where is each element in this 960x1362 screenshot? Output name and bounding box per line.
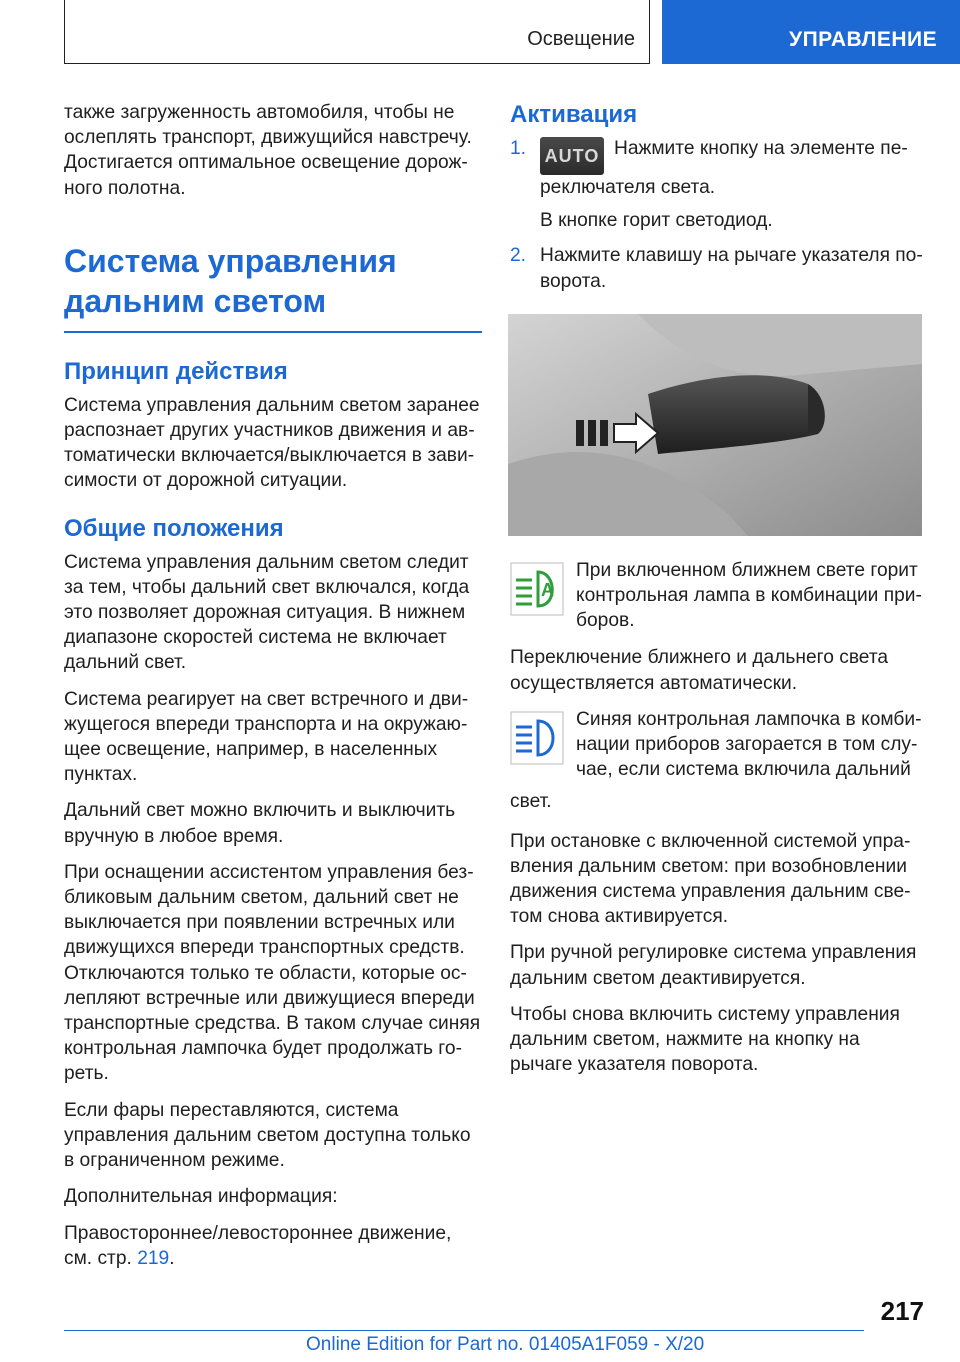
auto-button-icon: AUTO <box>540 137 604 175</box>
indicator-blue-text: Синяя контрольная лампочка в комбинации приборов загорается в том случае, если система включила дальний <box>576 708 922 781</box>
auto-switch-paragraph: Переключение ближнего и дальнего света осуществляется автоматически. <box>510 647 889 694</box>
svg-text:A: A <box>541 579 554 600</box>
edition-link[interactable]: Online Edition for Part no. 01405A1F059 - X/20 <box>306 1334 705 1355</box>
step-1-note: В кнопке горит светодиод. <box>540 210 773 232</box>
header-section-box <box>64 0 650 64</box>
main-title: Система управления дальним светом <box>64 241 482 333</box>
page-reference-link[interactable]: 219 <box>137 1247 170 1269</box>
step-2-text: Нажмите клавишу на рычаге указателя поворота. <box>540 245 923 292</box>
page-number: 217 <box>880 1296 924 1326</box>
blue-high-beam-icon <box>510 711 564 765</box>
step-1 <box>510 136 924 233</box>
cross-reference-text: Правостороннее/левостороннее движение, см. стр. <box>64 1222 452 1269</box>
cross-reference-end: . <box>169 1247 175 1269</box>
intro-paragraph: также загруженность автомобиля, чтобы не ослеплять транспорт, движущийся навстречу. Достигается оптимальное освещение дорожного полотна. <box>64 102 472 199</box>
turn-signal-lever-photo <box>508 314 922 536</box>
general-paragraph-2: Система реагирует на свет встречного и движущегося впереди транспорта и на окружающее освещение, например, в населенных пунктах. <box>64 688 469 786</box>
header-chapter-title: УПРАВЛЕНИЕ <box>789 28 938 51</box>
step-2-number: 2. <box>510 245 527 267</box>
general-paragraph-6: Дополнительная информация: <box>64 1186 338 1208</box>
principle-heading: Принцип действия <box>64 357 288 385</box>
general-paragraph-3: Дальний свет можно включить и выключить вручную в любое время. <box>64 800 456 847</box>
general-paragraph-4: При оснащении ассистентом управления безбликовым дальним светом, дальний свет не выключается при появлении встречных или движущихся впереди транспортных средств. Отключаются только те области, которые ослепляют встречные или движущиеся впереди транспортные средства. В таком случае синяя контрольная лампочка будет продолжать гореть. <box>64 861 481 1085</box>
step-2 <box>510 243 924 293</box>
footer-divider <box>64 1330 864 1331</box>
indicator-row-blue <box>510 707 924 783</box>
general-paragraph-7 <box>64 1221 482 1271</box>
step-1-number: 1. <box>510 138 527 159</box>
lever-illustration <box>508 314 922 536</box>
general-paragraph-5: Если фары переставляются, система управления дальним светом доступна только в ограниченном режиме. <box>64 1099 471 1172</box>
left-column <box>64 100 482 1282</box>
manual-paragraph: При ручной регулировке система управления дальним светом деактивируется. <box>510 942 917 989</box>
general-heading: Общие положения <box>64 514 284 542</box>
indicator-blue-tail: свет. <box>510 791 552 813</box>
header-section-title: Освещение <box>527 28 635 50</box>
general-paragraph-1: Система управления дальним светом следит за тем, чтобы дальний свет включался, когда это позволяет дорожная ситуация. В нижнем диапазоне скоростей система не включает дальний свет. <box>64 551 470 674</box>
indicator-green-text: При включенном ближнем свете горит контрольная лампа в комбинации приборов. <box>576 559 922 632</box>
right-column <box>510 100 924 1088</box>
step-1-text: Нажмите кнопку на элементе переключателя света. <box>540 138 908 198</box>
principle-text: Система управления дальним светом заранее распознает других участников движения и автоматически включается/выключается в зависимости от дорожной ситуации. <box>64 394 480 492</box>
header-chapter-tab[interactable] <box>662 0 960 64</box>
green-auto-headlight-icon <box>510 562 564 616</box>
stop-paragraph: При остановке с включенной системой управления дальним светом: при возобновлении движения система управления дальним светом снова активируется. <box>510 830 911 928</box>
indicator-row-green <box>510 558 924 634</box>
activation-heading: Активация <box>510 101 638 128</box>
reenable-paragraph: Чтобы снова включить систему управления дальним светом, нажмите на кнопку на рычаге указателя поворота. <box>510 1003 900 1076</box>
